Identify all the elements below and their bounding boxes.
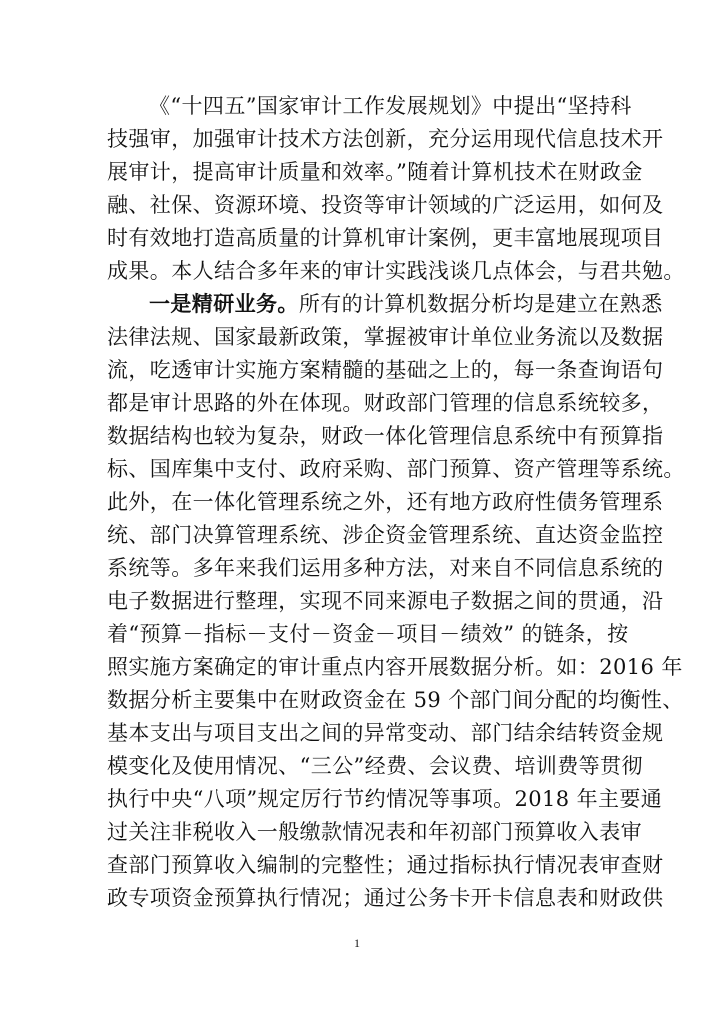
text-line: 统、部门决算管理系统、涉企资金管理系统、直达资金监控: [107, 523, 664, 547]
text-line: 此外，在一体化管理系统之外，还有地方政府性债务管理系: [107, 490, 664, 514]
text-line: 流，吃透审计实施方案精髓的基础之上的，每一条查询语句: [107, 358, 664, 382]
text-line: 照实施方案确定的审计重点内容开展数据分析。如：2016 年: [107, 655, 683, 679]
text-line: 《“十四五”国家审计工作发展规划》中提出“坚持科: [149, 94, 632, 118]
text-line: 电子数据进行整理，实现不同来源电子数据之间的贯通，沿: [107, 589, 664, 613]
page-number: 1: [354, 936, 360, 950]
text-line: 基本支出与项目支出之间的异常变动、部门结余结转资金规: [107, 721, 664, 745]
text-line: 系统等。多年来我们运用多种方法，对来自不同信息系统的: [107, 556, 664, 580]
text-line-content: 所有的计算机数据分析均是建立在熟悉: [298, 292, 663, 316]
body-text: [107, 90, 685, 915]
text-line: 数据结构也较为复杂，财政一体化管理信息系统中有预算指: [107, 424, 664, 448]
text-line: 技强审，加强审计技术方法创新，充分运用现代信息技术开: [107, 127, 664, 151]
text-line: 标、国库集中支付、政府采购、部门预算、资产管理等系统。: [107, 457, 685, 481]
text-line: 融、社保、资源环境、投资等审计领域的广泛运用，如何及: [107, 193, 664, 217]
text-line: 查部门预算收入编制的完整性；通过指标执行情况表审查财: [107, 853, 664, 877]
section-heading: 一是精研业务。: [149, 292, 299, 316]
text-line: 执行中央“八项”规定厉行节约情况等事项。2018 年主要通: [107, 787, 663, 811]
text-line: 都是审计思路的外在体现。财政部门管理的信息系统较多，: [107, 391, 664, 415]
text-line: 数据分析主要集中在财政资金在 59 个部门间分配的均衡性、: [107, 688, 684, 712]
text-line: 模变化及使用情况、“三公”经费、会议费、培训费等贯彻: [107, 754, 643, 778]
text-line: 展审计，提高审计质量和效率。”随着计算机技术在财政金: [107, 160, 643, 184]
text-line: 过关注非税收入一般缴款情况表和年初部门预算收入表审: [107, 820, 642, 844]
text-line: [107, 288, 663, 321]
text-line: 政专项资金预算执行情况；通过公务卡开卡信息表和财政供: [107, 886, 664, 910]
text-line: 法律法规、国家最新政策，掌握被审计单位业务流以及数据: [107, 325, 664, 349]
text-line: 时有效地打造高质量的计算机审计案例，更丰富地展现项目: [107, 226, 664, 250]
text-line: 着“预算－指标－支付－资金－项目－绩效” 的链条，按: [107, 622, 629, 646]
text-line: 成果。本人结合多年来的审计实践浅谈几点体会，与君共勉。: [107, 259, 685, 283]
